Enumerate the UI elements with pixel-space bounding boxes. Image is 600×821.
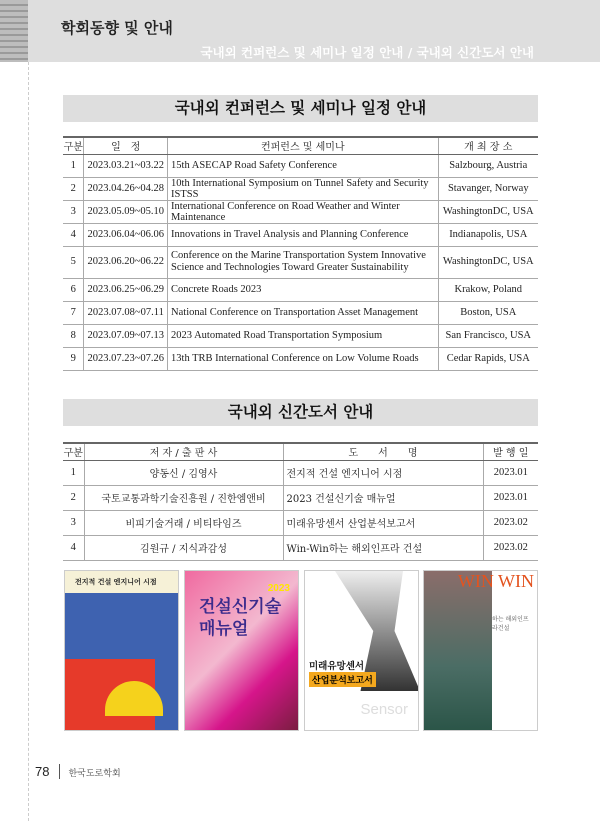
book-cover-3 bbox=[304, 570, 419, 731]
table-cell: 5 bbox=[63, 246, 84, 278]
table-row bbox=[63, 154, 538, 177]
table-cell: Cedar Rapids, USA bbox=[438, 347, 538, 370]
table-row bbox=[63, 485, 538, 510]
table-cell: 2023.07.23~07.26 bbox=[84, 347, 168, 370]
table-cell: 2023.01 bbox=[483, 460, 538, 485]
books-heading: 국내외 신간도서 안내 bbox=[63, 399, 538, 426]
cover-title: 전지적 건설 엔지니어 시점 bbox=[65, 571, 178, 593]
table-cell: Stavanger, Norway bbox=[438, 177, 538, 200]
org-name: 한국도로학회 bbox=[68, 768, 121, 778]
section-subtitle: 국내외 컨퍼런스 및 세미나 일정 안내 / 국내외 신간도서 안내 bbox=[200, 45, 534, 60]
margin-line bbox=[28, 62, 29, 821]
table-cell: 3 bbox=[63, 510, 84, 535]
table-row bbox=[63, 278, 538, 301]
table-cell: 2023.02 bbox=[483, 535, 538, 560]
cover-title: WIN WIN bbox=[457, 571, 534, 591]
cover-subtitle: 산업분석보고서 bbox=[309, 672, 376, 687]
table-cell: 4 bbox=[63, 535, 84, 560]
table-cell: 3 bbox=[63, 200, 84, 223]
footer bbox=[35, 764, 121, 779]
table-cell: 비피기술거래 / 비티타임즈 bbox=[84, 510, 283, 535]
table-cell: Krakow, Poland bbox=[438, 278, 538, 301]
column-header: 발 행 일 bbox=[483, 443, 538, 460]
header-stripes bbox=[0, 0, 28, 62]
table-cell: Win-Win하는 해외인프라 건설 bbox=[283, 535, 483, 560]
table-cell: Concrete Roads 2023 bbox=[168, 278, 439, 301]
table-cell: Boston, USA bbox=[438, 301, 538, 324]
cover-word: Sensor bbox=[360, 701, 408, 718]
cover-year: 2023 bbox=[267, 583, 290, 594]
table-cell: 15th ASECAP Road Safety Conference bbox=[168, 154, 439, 177]
book-cover-1 bbox=[64, 570, 179, 731]
table-cell: 2023.07.08~07.11 bbox=[84, 301, 168, 324]
table-row bbox=[63, 200, 538, 223]
cover-subtitle: 하는 해외인프라건설 bbox=[492, 616, 529, 632]
table-cell: 양동신 / 김영사 bbox=[84, 460, 283, 485]
conference-heading: 국내외 컨퍼런스 및 세미나 일정 안내 bbox=[63, 95, 538, 122]
table-cell: National Conference on Transportation Asset Management bbox=[168, 301, 439, 324]
cover-title: 미래유망센서 bbox=[309, 661, 365, 672]
table-cell: WashingtonDC, USA bbox=[438, 246, 538, 278]
table-cell: 국토교통과학기술진흥원 / 진한엠앤비 bbox=[84, 485, 283, 510]
table-cell: 7 bbox=[63, 301, 84, 324]
page-number: 78 bbox=[35, 764, 50, 779]
table-cell: International Conference on Road Weather and Winter Maintenance bbox=[168, 200, 439, 223]
table-row bbox=[63, 347, 538, 370]
table-cell: 4 bbox=[63, 223, 84, 246]
column-header: 컨퍼런스 및 세미나 bbox=[168, 137, 439, 154]
table-row bbox=[63, 535, 538, 560]
table-cell: 2023.04.26~04.28 bbox=[84, 177, 168, 200]
column-header: 일 정 bbox=[84, 137, 168, 154]
table-cell: Salzbourg, Austria bbox=[438, 154, 538, 177]
table-cell: 2023.06.04~06.06 bbox=[84, 223, 168, 246]
table-cell: 김원규 / 지식과감성 bbox=[84, 535, 283, 560]
table-cell: Innovations in Travel Analysis and Planning Conference bbox=[168, 223, 439, 246]
table-row bbox=[63, 177, 538, 200]
table-cell: San Francisco, USA bbox=[438, 324, 538, 347]
table-cell: 전지적 건설 엔지니어 시점 bbox=[283, 460, 483, 485]
table-cell: 2023.06.20~06.22 bbox=[84, 246, 168, 278]
conference-table bbox=[63, 136, 538, 371]
table-cell: 6 bbox=[63, 278, 84, 301]
book-cover-4 bbox=[423, 570, 538, 731]
table-cell: 1 bbox=[63, 154, 84, 177]
table-cell: 2023.03.21~03.22 bbox=[84, 154, 168, 177]
table-cell: 2023 Automated Road Transportation Symposium bbox=[168, 324, 439, 347]
book-cover-2 bbox=[184, 570, 299, 731]
column-header: 도 서 명 bbox=[283, 443, 483, 460]
header-band bbox=[28, 0, 600, 62]
table-cell: 9 bbox=[63, 347, 84, 370]
table-row bbox=[63, 460, 538, 485]
table-cell: 2023.01 bbox=[483, 485, 538, 510]
table-cell: WashingtonDC, USA bbox=[438, 200, 538, 223]
column-header: 구분 bbox=[63, 443, 84, 460]
table-cell: 2023 건설신기술 매뉴얼 bbox=[283, 485, 483, 510]
section-title: 학회동향 및 안내 bbox=[61, 19, 173, 37]
table-cell: 1 bbox=[63, 460, 84, 485]
table-cell: 2023.02 bbox=[483, 510, 538, 535]
cover-title: 건설신기술매뉴얼 bbox=[199, 597, 282, 639]
table-row bbox=[63, 301, 538, 324]
table-row bbox=[63, 223, 538, 246]
table-cell: 2023.05.09~05.10 bbox=[84, 200, 168, 223]
column-header: 개 최 장 소 bbox=[438, 137, 538, 154]
table-cell: Conference on the Marine Transportation System Innovative Science and Technologies Toward Greater Sustainability bbox=[168, 246, 439, 278]
books-table bbox=[63, 442, 538, 561]
table-row bbox=[63, 510, 538, 535]
table-cell: 2023.06.25~06.29 bbox=[84, 278, 168, 301]
table-cell: 8 bbox=[63, 324, 84, 347]
table-cell: 13th TRB International Conference on Low Volume Roads bbox=[168, 347, 439, 370]
table-row bbox=[63, 246, 538, 278]
table-cell: 2 bbox=[63, 485, 84, 510]
table-cell: 미래유망센서 산업분석보고서 bbox=[283, 510, 483, 535]
column-header: 구분 bbox=[63, 137, 84, 154]
table-cell: 10th International Symposium on Tunnel Safety and Security ISTSS bbox=[168, 177, 439, 200]
column-header: 저 자 / 출 판 사 bbox=[84, 443, 283, 460]
table-cell: 2 bbox=[63, 177, 84, 200]
table-cell: 2023.07.09~07.13 bbox=[84, 324, 168, 347]
table-row bbox=[63, 324, 538, 347]
table-cell: Indianapolis, USA bbox=[438, 223, 538, 246]
